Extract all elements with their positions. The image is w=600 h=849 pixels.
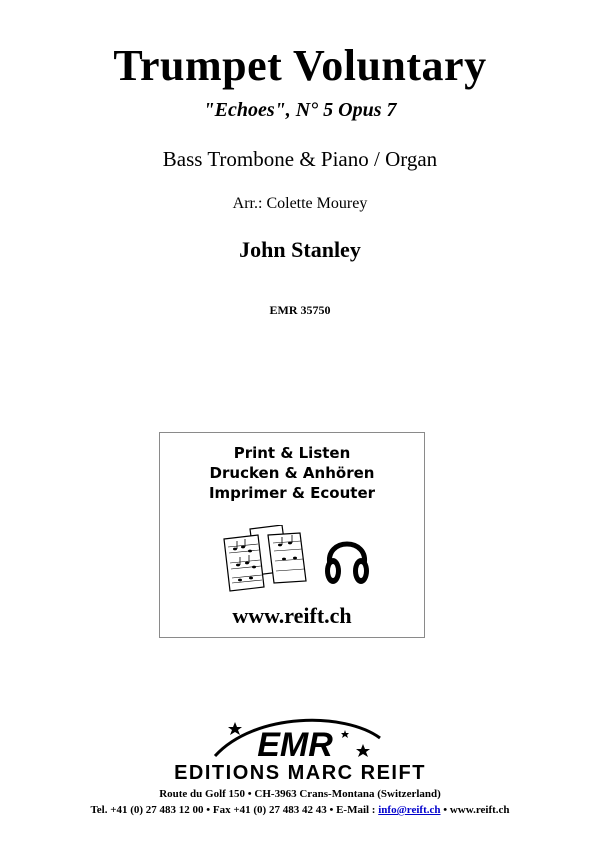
contact-website: • www.reift.ch <box>440 804 510 816</box>
promo-line-fr: Imprimer & Ecouter <box>208 484 376 502</box>
publisher-address: Route du Golf 150 • CH-3963 Crans-Montana (Switzerland) <box>159 788 441 800</box>
emr-logo <box>195 716 395 764</box>
logo-text: EMR <box>257 726 333 764</box>
headphones-icon <box>322 525 372 591</box>
email-link[interactable]: info@reift.ch <box>378 804 441 816</box>
sheet-music-icon <box>220 525 310 595</box>
publisher-contact <box>0 803 600 817</box>
promo-url[interactable]: www.reift.ch <box>232 603 352 628</box>
publisher-name: EDITIONS MARC REIFT <box>174 762 426 784</box>
catalog-number: EMR 35750 <box>269 303 331 317</box>
composer: John Stanley <box>239 237 361 262</box>
promo-line-de: Drucken & Anhören <box>209 464 375 482</box>
arranger: Arr.: Colette Mourey <box>232 195 368 212</box>
instrumentation: Bass Trombone & Piano / Organ <box>162 147 438 171</box>
print-listen-box <box>159 432 425 638</box>
piece-title: Trumpet Voluntary <box>113 41 487 90</box>
piece-subtitle: "Echoes", N° 5 Opus 7 <box>203 99 397 121</box>
promo-lines <box>160 443 424 503</box>
promo-line-en: Print & Listen <box>233 444 351 462</box>
promo-icons <box>160 519 424 609</box>
contact-phone-fax: Tel. +41 (0) 27 483 12 00 • Fax +41 (0) 27 483 42 43 • E-Mail : <box>90 804 379 816</box>
